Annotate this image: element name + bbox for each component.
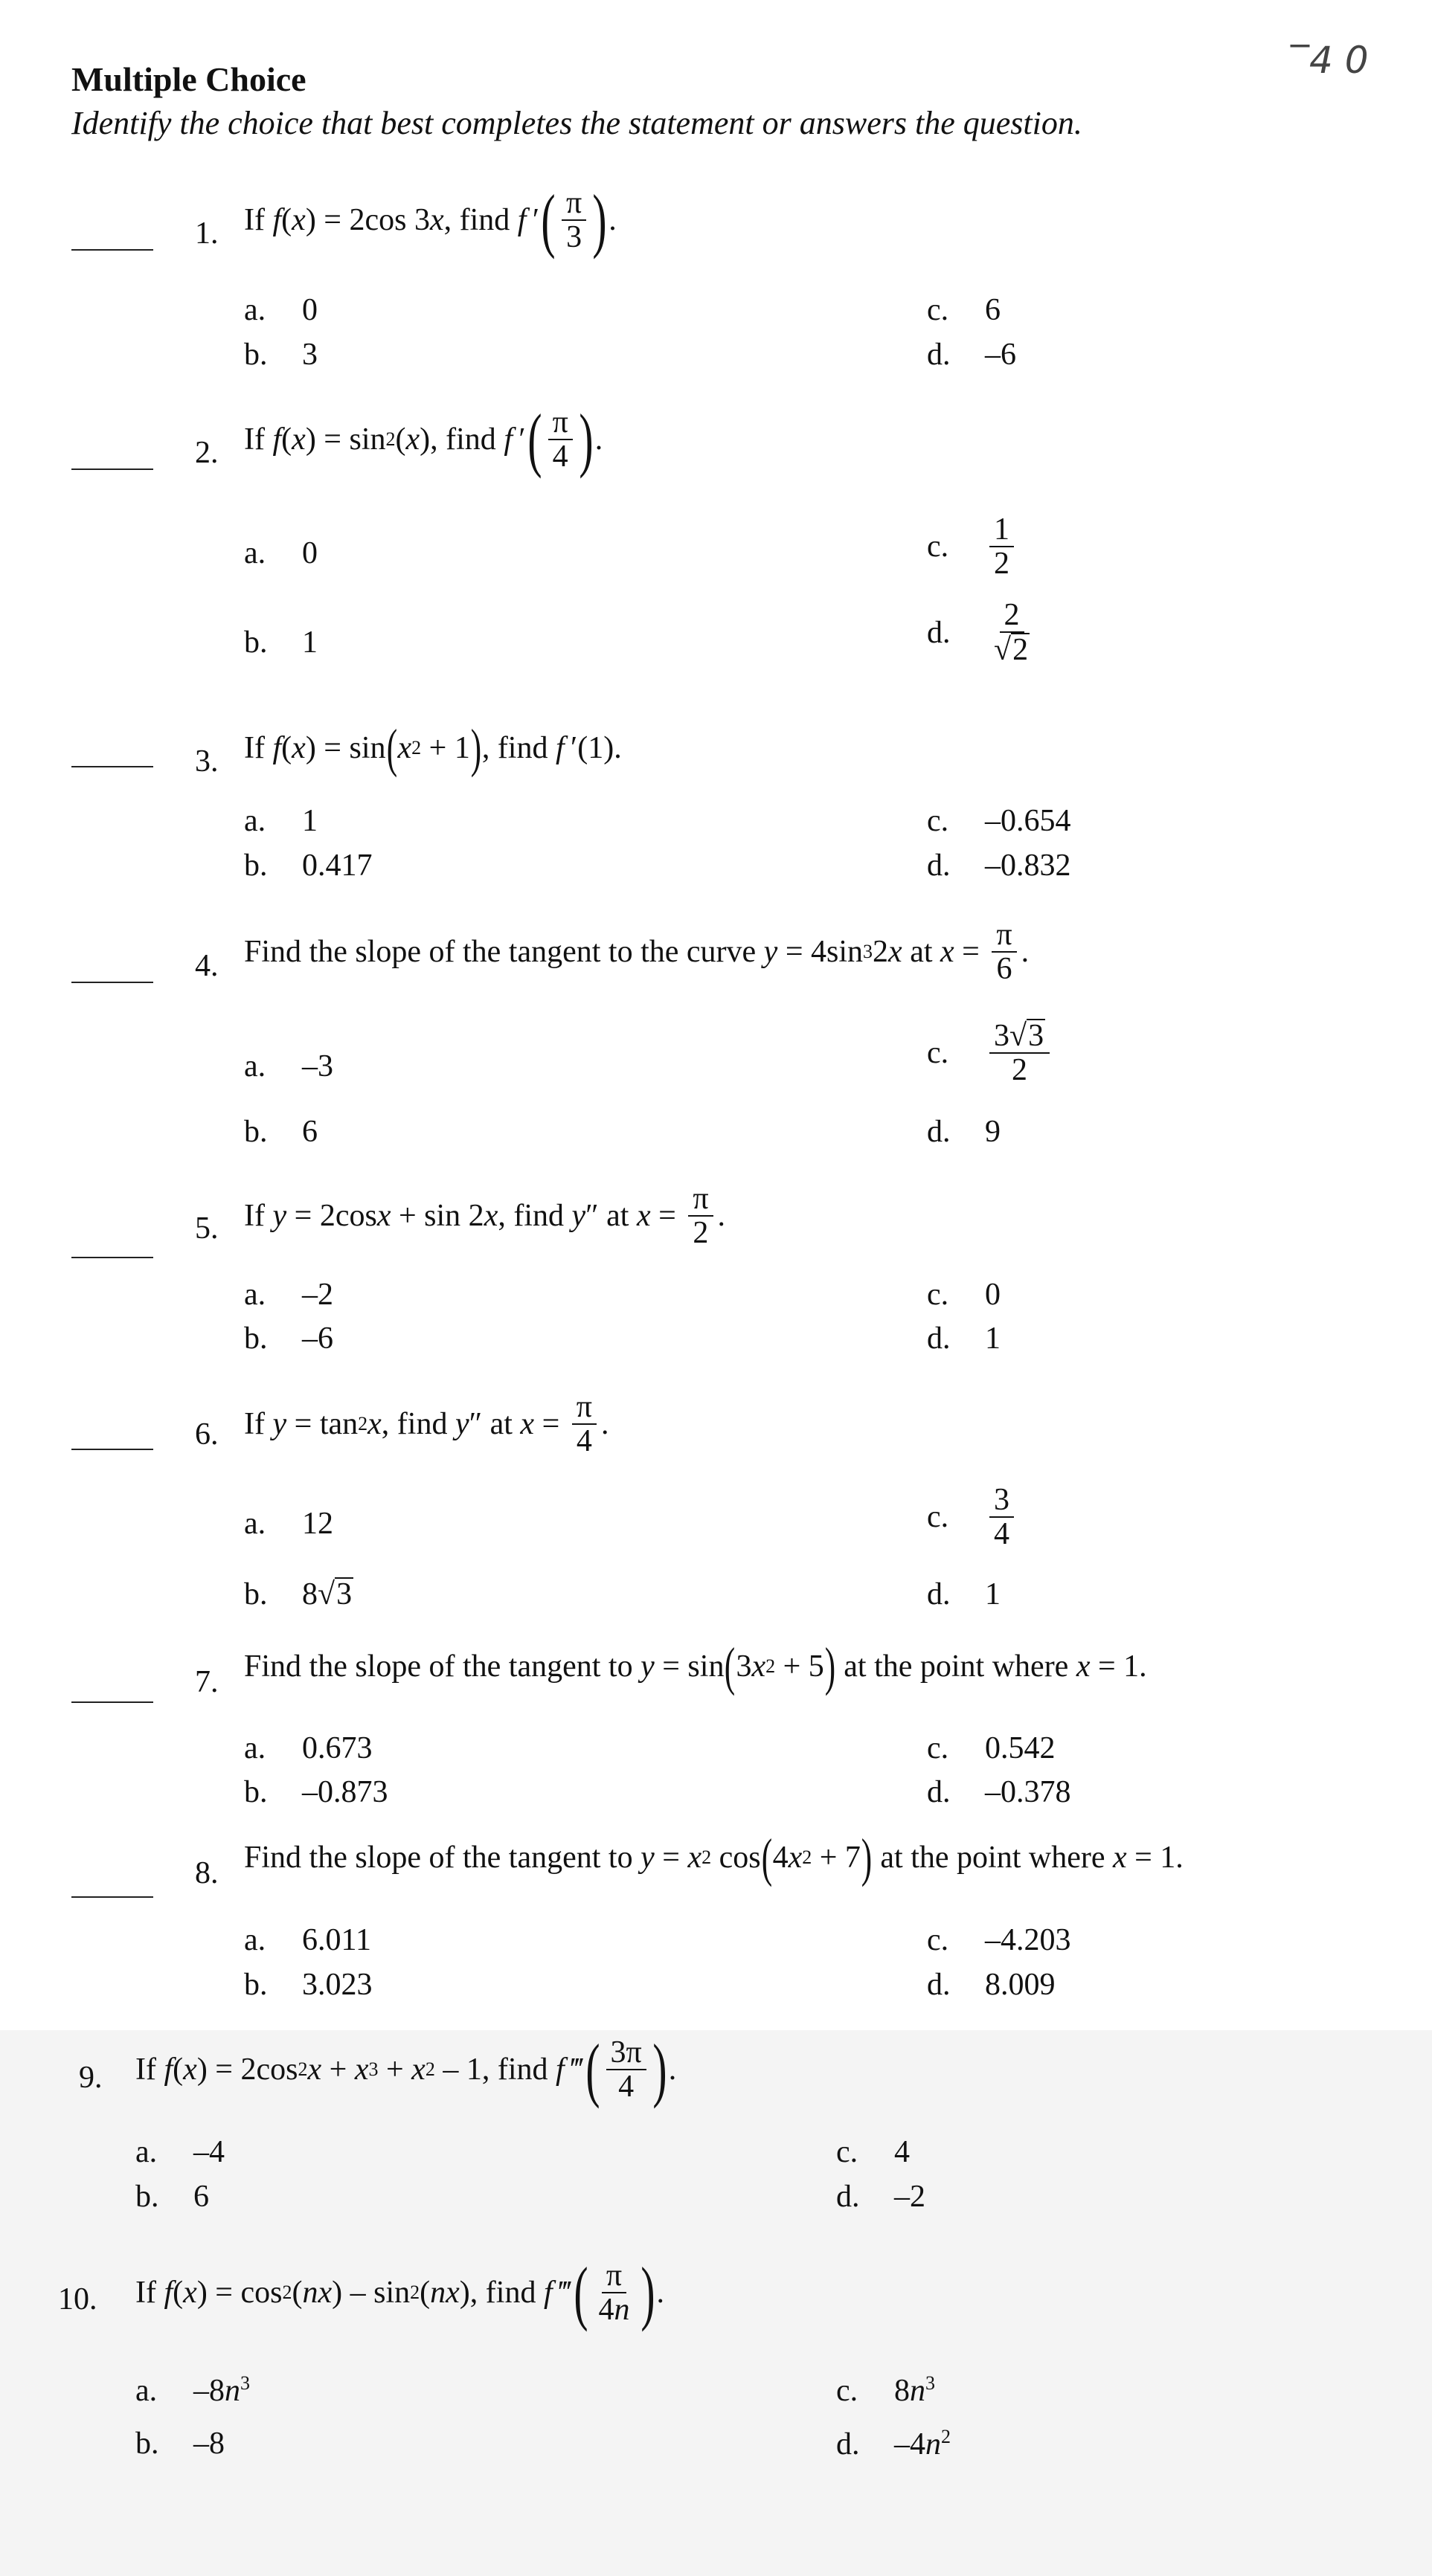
question-prompt: Find the slope of the tangent to y = sin ( 3 x 2 + 5 ) at the point where x = 1. <box>244 1637 1147 1696</box>
option-b[interactable]: b. –0.873 <box>244 1775 388 1809</box>
question-number: 1. <box>195 216 219 251</box>
question-number: 6. <box>195 1417 219 1452</box>
option-b[interactable]: b. 8√3 <box>244 1577 353 1611</box>
answer-blank[interactable] <box>71 1896 153 1898</box>
question-number: 10. <box>58 2282 97 2316</box>
option-a[interactable]: a. $-8n^3$ <box>135 2372 250 2408</box>
option-a[interactable]: a. 12 <box>244 1507 333 1541</box>
option-b[interactable]: b. 6 <box>135 2180 209 2214</box>
answer-blank[interactable] <box>71 468 153 470</box>
answer-blank[interactable] <box>71 1449 153 1450</box>
question-prompt: If y = tan 2 x , find y ″ at x = $\frac{\pi}{4}$ . <box>244 1390 609 1459</box>
answer-blank[interactable] <box>71 249 153 251</box>
question-number: 3. <box>195 744 219 779</box>
option-a[interactable]: a. –3 <box>244 1049 333 1083</box>
option-d[interactable]: d. 1 <box>927 1321 1001 1356</box>
question-number: 5. <box>195 1211 219 1246</box>
option-d[interactable]: d. $\frac{2}{√2}$ <box>927 598 1029 668</box>
question-prompt: If f ( x ) = sin ( x 2 + 1 ) , find f ′(1). <box>244 718 622 778</box>
option-d[interactable]: d. 8.009 <box>927 1968 1056 2002</box>
option-b[interactable]: b. 0.417 <box>244 849 373 883</box>
option-b[interactable]: b. 6 <box>244 1115 318 1149</box>
option-c[interactable]: c. $\frac{3√3}{2}$ <box>927 1019 1054 1086</box>
option-c[interactable]: c. 0.542 <box>927 1731 1056 1765</box>
question-prompt: If y = 2cos x + sin 2 x , find y ″ at x = $\frac{\pi}{2}$ . <box>244 1182 726 1251</box>
option-a[interactable]: a. 0 <box>244 293 318 327</box>
option-d[interactable]: d. –0.378 <box>927 1775 1071 1809</box>
question-prompt: Find the slope of the tangent to the curve y = 4sin 3 2 x at x = $\frac{\pi}{6}$ . <box>244 918 1030 987</box>
option-b[interactable]: b. –6 <box>244 1321 333 1356</box>
answer-blank[interactable] <box>71 1257 153 1258</box>
option-b[interactable]: b. 1 <box>244 625 318 660</box>
option-d[interactable]: d. 1 <box>927 1577 1001 1611</box>
option-a[interactable]: a. 6.011 <box>244 1923 371 1957</box>
question-number: 4. <box>195 949 219 983</box>
option-b[interactable]: b. –8 <box>135 2427 225 2461</box>
option-c[interactable]: c. 6 <box>927 293 1001 327</box>
option-c[interactable]: c. $8n^3$ <box>836 2372 935 2408</box>
option-c[interactable]: c. –4.203 <box>927 1923 1071 1957</box>
answer-blank[interactable] <box>71 1701 153 1703</box>
question-number: 7. <box>195 1665 219 1699</box>
option-c[interactable]: c. 4 <box>836 2135 910 2169</box>
question-prompt: If f ( x ) = sin 2 ( x ), find f ′ ( $\frac{\pi}{4}$ ) . <box>244 399 603 479</box>
option-a[interactable]: a. 0 <box>244 536 318 570</box>
answer-blank[interactable] <box>71 766 153 767</box>
option-a[interactable]: a. 1 <box>244 804 318 838</box>
option-d[interactable]: d. –0.832 <box>927 849 1071 883</box>
answer-blank[interactable] <box>71 982 153 983</box>
option-a[interactable]: a. –4 <box>135 2135 225 2169</box>
option-b[interactable]: b. 3 <box>244 338 318 372</box>
question-prompt: If f ( x ) = cos 2 ( nx ) – sin 2 ( nx ), find f ‴ ( $\frac{\pi}{4n}$ ) . <box>135 2253 664 2332</box>
option-d[interactable]: d. 9 <box>927 1115 1001 1149</box>
option-c[interactable]: c. $\frac{1}{2}$ <box>927 513 1018 580</box>
option-a[interactable]: a. 0.673 <box>244 1731 373 1765</box>
question-prompt: If f ( x ) = 2cos 2 x + x 3 + x 2 – 1, find f ‴ ( $\frac{3\pi}{4}$ ) . <box>135 2029 677 2109</box>
option-d[interactable]: d. –6 <box>927 338 1016 372</box>
option-a[interactable]: a. –2 <box>244 1278 333 1312</box>
question-number: 8. <box>195 1856 219 1890</box>
option-d[interactable]: d. –2 <box>836 2180 925 2214</box>
section-title: Multiple Choice <box>71 60 306 98</box>
question-number: 2. <box>195 436 219 470</box>
option-d[interactable]: d. $-4n^2$ <box>836 2426 951 2461</box>
option-c[interactable]: c. –0.654 <box>927 804 1071 838</box>
handwritten-mark: ̅4 0 <box>1309 39 1369 82</box>
option-c[interactable]: c. $\frac{3}{4}$ <box>927 1484 1018 1551</box>
option-b[interactable]: b. 3.023 <box>244 1968 373 2002</box>
question-prompt: Find the slope of the tangent to y = x 2 cos ( 4 x 2 + 7 ) at the point where x = 1. <box>244 1828 1184 1887</box>
option-c[interactable]: c. 0 <box>927 1278 1001 1312</box>
section-instructions: Identify the choice that best completes the statement or answers the question. <box>71 105 1082 141</box>
question-prompt: If f ( x ) = 2cos 3 x , find f ′ ( $\frac{\pi}{3}$ ) . <box>244 180 617 260</box>
question-number: 9. <box>79 2061 103 2095</box>
